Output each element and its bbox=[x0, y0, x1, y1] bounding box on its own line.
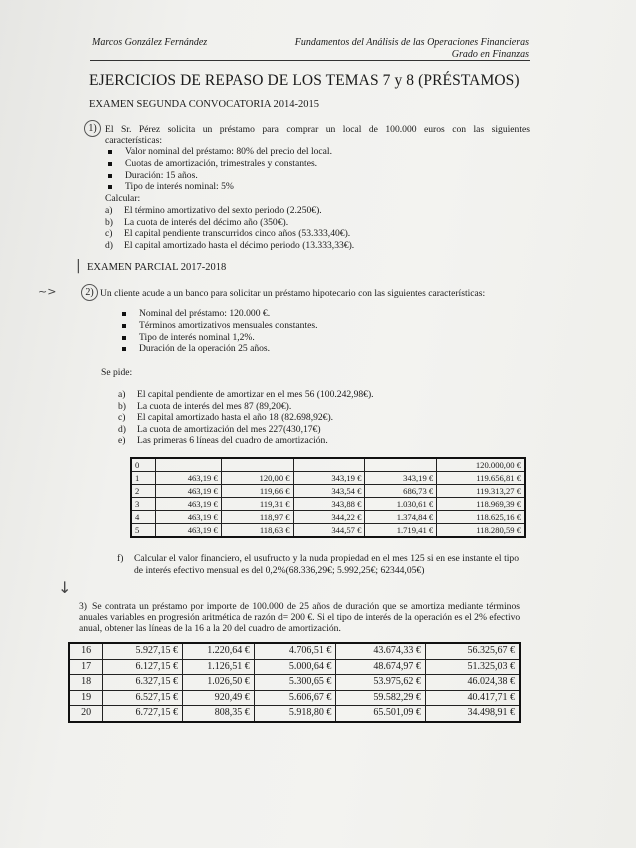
exercise3-line1: Se contrata un préstamo por importe de 100.000 de 25 años de duración que se amortiza mediante términos bbox=[92, 601, 520, 612]
exercise2-questions bbox=[118, 389, 374, 447]
exercise2-bullets bbox=[139, 308, 318, 355]
list-item: Términos amortizativos mensuales constantes. bbox=[139, 320, 318, 332]
period-cell: 18 bbox=[69, 675, 103, 691]
period-cell: 3 bbox=[131, 498, 156, 511]
table-cell: 53.975,62 € bbox=[336, 675, 426, 691]
table-cell: 119,66 € bbox=[221, 485, 293, 498]
table-cell: 119.313,27 € bbox=[437, 485, 525, 498]
table-cell: 5.927,15 € bbox=[103, 643, 183, 659]
table-row bbox=[131, 458, 525, 472]
course-name: Fundamentos del Análisis de las Operaciones Financieras bbox=[294, 37, 529, 48]
list-item: b) La cuota de interés del décimo año (350€). bbox=[105, 216, 289, 228]
table-cell: 6.727,15 € bbox=[103, 706, 183, 722]
table-cell: 5.000,64 € bbox=[254, 659, 336, 675]
list-item: d) La cuota de amortización del mes 227(430,17€) bbox=[118, 423, 321, 435]
table-row bbox=[69, 690, 520, 706]
table-row bbox=[69, 659, 520, 675]
table-row bbox=[131, 472, 525, 485]
table-cell bbox=[221, 458, 293, 472]
table-cell: 59.582,29 € bbox=[336, 690, 426, 706]
table-cell: 1.374,84 € bbox=[365, 511, 437, 524]
table-cell: 56.325,67 € bbox=[425, 643, 520, 659]
table-cell: 118,63 € bbox=[221, 524, 293, 538]
list-item: Duración de la operación 25 años. bbox=[139, 343, 318, 355]
pen-arrow-icon: ~> bbox=[38, 285, 57, 298]
degree-name: Grado en Finanzas bbox=[451, 49, 529, 60]
table-row bbox=[69, 706, 520, 722]
list-item: c) El capital amortizado hasta el año 18 (82.698,92€). bbox=[118, 412, 334, 423]
list-item: b) La cuota de interés del mes 87 (89,20€). bbox=[118, 400, 292, 412]
list-item: Nominal del préstamo: 120.000 €. bbox=[139, 308, 318, 320]
pen-mark-icon: | bbox=[76, 258, 81, 274]
table-cell: 5.918,80 € bbox=[254, 706, 336, 722]
period-cell: 20 bbox=[69, 706, 103, 722]
table-cell: 5.300,65 € bbox=[254, 675, 336, 691]
list-item: Tipo de interés nominal 1,2%. bbox=[139, 332, 318, 344]
table-cell: 46.024,38 € bbox=[425, 675, 520, 691]
list-item: Valor nominal del préstamo: 80% del precio del local. bbox=[125, 146, 332, 158]
table-cell: 1.026,50 € bbox=[182, 675, 254, 691]
list-item: a) El término amortizativo del sexto periodo (2.250€). bbox=[105, 205, 322, 216]
section2-heading: EXAMEN PARCIAL 2017-2018 bbox=[87, 262, 227, 273]
pen-mark-icon: ↓ bbox=[58, 578, 72, 597]
exercise1-calc-label: Calcular: bbox=[105, 193, 141, 204]
period-cell: 5 bbox=[131, 524, 156, 538]
table-cell: 463,19 € bbox=[156, 472, 222, 485]
table-cell: 6.527,15 € bbox=[103, 690, 183, 706]
exercise3-number: 3) bbox=[79, 601, 87, 612]
table-row bbox=[131, 511, 525, 524]
list-item: d) El capital amortizado hasta el décimo periodo (13.333,33€). bbox=[105, 239, 355, 251]
amortization-table-2 bbox=[68, 642, 521, 723]
period-cell: 0 bbox=[131, 458, 156, 472]
exercise2-qf-line2: de interés efectivo mensual es del 0,2%(68.336,29€; 5.992,25€; 62344,05€) bbox=[134, 565, 425, 576]
exercise3-line2: anuales variables en progresión aritmética de razón d= 200 €. Si el tipo de interés de la operación es el 2% efectivo bbox=[79, 612, 521, 623]
table-cell bbox=[156, 458, 222, 472]
table-cell: 119,31 € bbox=[221, 498, 293, 511]
table-cell: 120.000,00 € bbox=[437, 458, 525, 472]
table-cell: 1.126,51 € bbox=[182, 659, 254, 675]
table-cell: 686,73 € bbox=[365, 485, 437, 498]
table-cell: 6.327,15 € bbox=[103, 675, 183, 691]
table-cell: 343,88 € bbox=[293, 498, 365, 511]
table-row bbox=[131, 485, 525, 498]
table-cell: 118.625,16 € bbox=[437, 511, 525, 524]
period-cell: 19 bbox=[69, 690, 103, 706]
table-cell: 48.674,97 € bbox=[336, 659, 426, 675]
table-cell: 808,35 € bbox=[182, 706, 254, 722]
table-cell: 4.706,51 € bbox=[254, 643, 336, 659]
period-cell: 16 bbox=[69, 643, 103, 659]
header-rule bbox=[90, 60, 530, 61]
table-cell: 1.030,61 € bbox=[365, 498, 437, 511]
list-item: a) El capital pendiente de amortizar en el mes 56 (100.242,98€). bbox=[118, 389, 374, 400]
exercise2-asks: Se pide: bbox=[101, 367, 133, 378]
table-cell: 343,19 € bbox=[293, 472, 365, 485]
table-cell: 65.501,09 € bbox=[336, 706, 426, 722]
table-cell bbox=[293, 458, 365, 472]
table-cell bbox=[365, 458, 437, 472]
table-cell: 118,97 € bbox=[221, 511, 293, 524]
table-cell: 40.417,71 € bbox=[425, 690, 520, 706]
page-title: EJERCICIOS DE REPASO DE LOS TEMAS 7 y 8 (PRÉSTAMOS) bbox=[89, 72, 520, 89]
exercise1-intro-line1: El Sr. Pérez solicita un préstamo para comprar un local de 100.000 euros con las siguientes bbox=[105, 124, 530, 135]
table-cell: 5.606,67 € bbox=[254, 690, 336, 706]
exercise1-questions bbox=[105, 205, 354, 251]
table-cell: 1.719,41 € bbox=[365, 524, 437, 538]
exercise1-bullets bbox=[125, 146, 332, 193]
table-cell: 463,19 € bbox=[156, 498, 222, 511]
section1-heading: EXAMEN SEGUNDA CONVOCATORIA 2014-2015 bbox=[89, 99, 319, 110]
table-cell: 120,00 € bbox=[221, 472, 293, 485]
exercise2-intro: Un cliente acude a un banco para solicitar un préstamo hipotecario con las siguientes características: bbox=[100, 288, 486, 299]
table-row bbox=[69, 643, 520, 659]
exercise1-intro-line2: características: bbox=[105, 135, 162, 146]
list-item: Duración: 15 años. bbox=[125, 170, 332, 182]
table-row bbox=[131, 498, 525, 511]
table-cell: 43.674,33 € bbox=[336, 643, 426, 659]
table-cell: 118.280,59 € bbox=[437, 524, 525, 538]
exercise1-number: 1) bbox=[84, 120, 101, 137]
author-name: Marcos González Fernández bbox=[92, 37, 208, 48]
table-cell: 343,19 € bbox=[365, 472, 437, 485]
table-cell: 920,49 € bbox=[182, 690, 254, 706]
table-cell: 118.969,39 € bbox=[437, 498, 525, 511]
table-cell: 343,54 € bbox=[293, 485, 365, 498]
table-row bbox=[69, 675, 520, 691]
table-cell: 463,19 € bbox=[156, 511, 222, 524]
period-cell: 1 bbox=[131, 472, 156, 485]
list-item: e) Las primeras 6 líneas del cuadro de amortización. bbox=[118, 435, 328, 446]
table-cell: 463,19 € bbox=[156, 524, 222, 538]
list-item: Cuotas de amortización, trimestrales y constantes. bbox=[125, 158, 332, 170]
list-item: Tipo de interés nominal: 5% bbox=[125, 181, 332, 193]
table-cell: 344,22 € bbox=[293, 511, 365, 524]
period-cell: 2 bbox=[131, 485, 156, 498]
table-cell: 1.220,64 € bbox=[182, 643, 254, 659]
exercise3-line3: anual, obtener las líneas de la 16 a la 20 del cuadro de amortización. bbox=[79, 623, 341, 634]
exercise2-qf-letter: f) bbox=[117, 553, 124, 564]
table-cell: 119.656,81 € bbox=[437, 472, 525, 485]
amortization-table-1 bbox=[130, 457, 526, 538]
period-cell: 4 bbox=[131, 511, 156, 524]
table-cell: 6.127,15 € bbox=[103, 659, 183, 675]
table-row bbox=[131, 524, 525, 538]
table-cell: 344,57 € bbox=[293, 524, 365, 538]
exercise2-number: 2) bbox=[81, 284, 98, 301]
list-item: c) El capital pendiente transcurridos cinco años (53.333,40€). bbox=[105, 228, 351, 239]
table-cell: 463,19 € bbox=[156, 485, 222, 498]
table-cell: 34.498,91 € bbox=[425, 706, 520, 722]
period-cell: 17 bbox=[69, 659, 103, 675]
table-cell: 51.325,03 € bbox=[425, 659, 520, 675]
exercise2-qf-line1: Calcular el valor financiero, el usufructo y la nuda propiedad en el mes 125 si en ese instante el tipo bbox=[134, 553, 519, 564]
